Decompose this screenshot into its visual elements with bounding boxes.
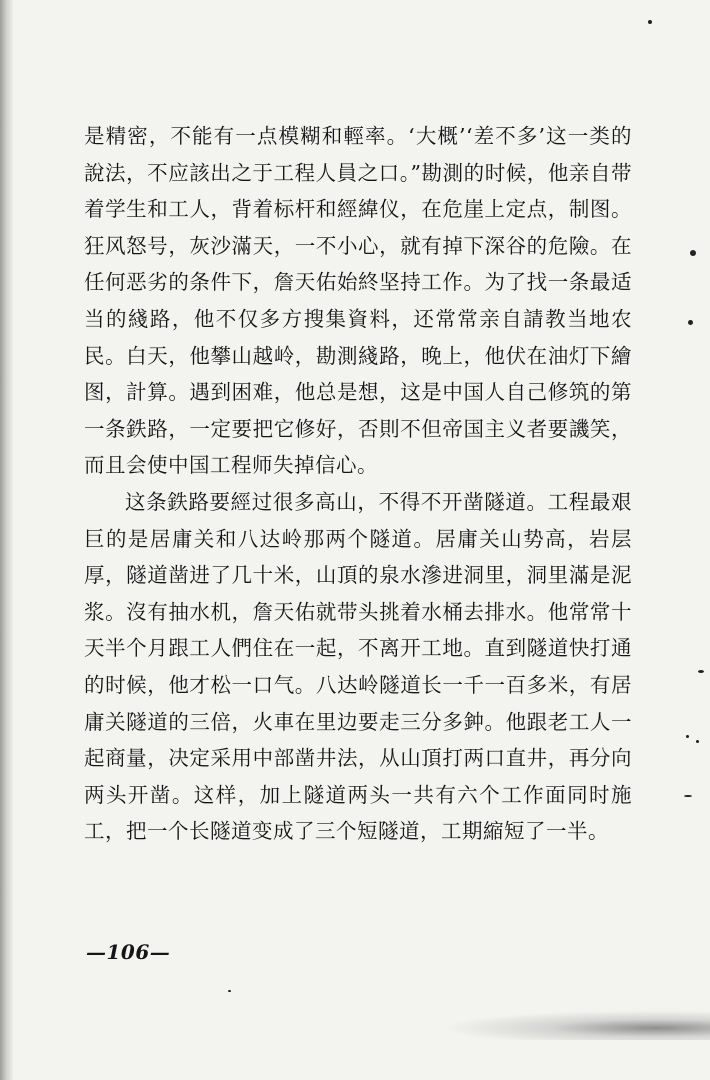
scan-speck xyxy=(648,20,652,24)
scan-speck xyxy=(228,990,231,992)
scan-speck xyxy=(698,670,704,673)
scan-smudge xyxy=(440,1010,710,1040)
scan-speck xyxy=(684,795,692,797)
scan-speck xyxy=(696,740,699,743)
page-number: —106— xyxy=(86,940,171,964)
scan-speck xyxy=(690,250,696,256)
paragraph-1: 是精密，不能有一点模糊和輕率。‘大概’‘差不多’这一类的說法，不应該出之于工程人員之口。”勘測的时候，他亲自带着学生和工人，背着标杆和經緯仪，在危崖上定点，制图。狂风怒号，灰沙滿天，一不小心，就有掉下深谷的危險。在任何恶劣的条件下，詹天佑始終坚持工作。为了找一条最适当的綫路，他不仅多方搜集資料，还常常亲自請教当地农民。白天，他攀山越岭，勘測綫路，晚上，他伏在油灯下繪图，計算。遇到困难，他总是想，这是中国人自己修筑的第一条鉄路，一定要把它修好，否則不但帝国主义者要譏笑，而且会使中国工程师失掉信心。 xyxy=(84,124,632,478)
scan-speck xyxy=(686,735,689,738)
paragraph-2: 这条鉄路要經过很多高山，不得不开凿隧道。工程最艰巨的是居庸关和八达岭那两个隧道。居庸关山势高，岩层厚，隧道凿进了几十米，山頂的泉水滲进洞里，洞里滿是泥浆。沒有抽水机，詹天佑就带头挑着水桶去排水。他常常十天半个月跟工人們住在一起，不离开工地。直到隧道快打通的时候，他才松一口气。八达岭隧道长一千一百多米，有居庸关隧道的三倍，火車在里边要走三分多鈡。他跟老工人一起商量，决定采用中部凿井法，从山頂打两口直井，再分向两头开凿。这样，加上隧道两头一共有六个工作面同时施工，把一个长隧道变成了三个短隧道，工期縮短了一半。 xyxy=(84,489,632,844)
page-binding-shadow xyxy=(0,0,14,1080)
scan-speck xyxy=(688,320,693,325)
body-text xyxy=(84,118,632,850)
